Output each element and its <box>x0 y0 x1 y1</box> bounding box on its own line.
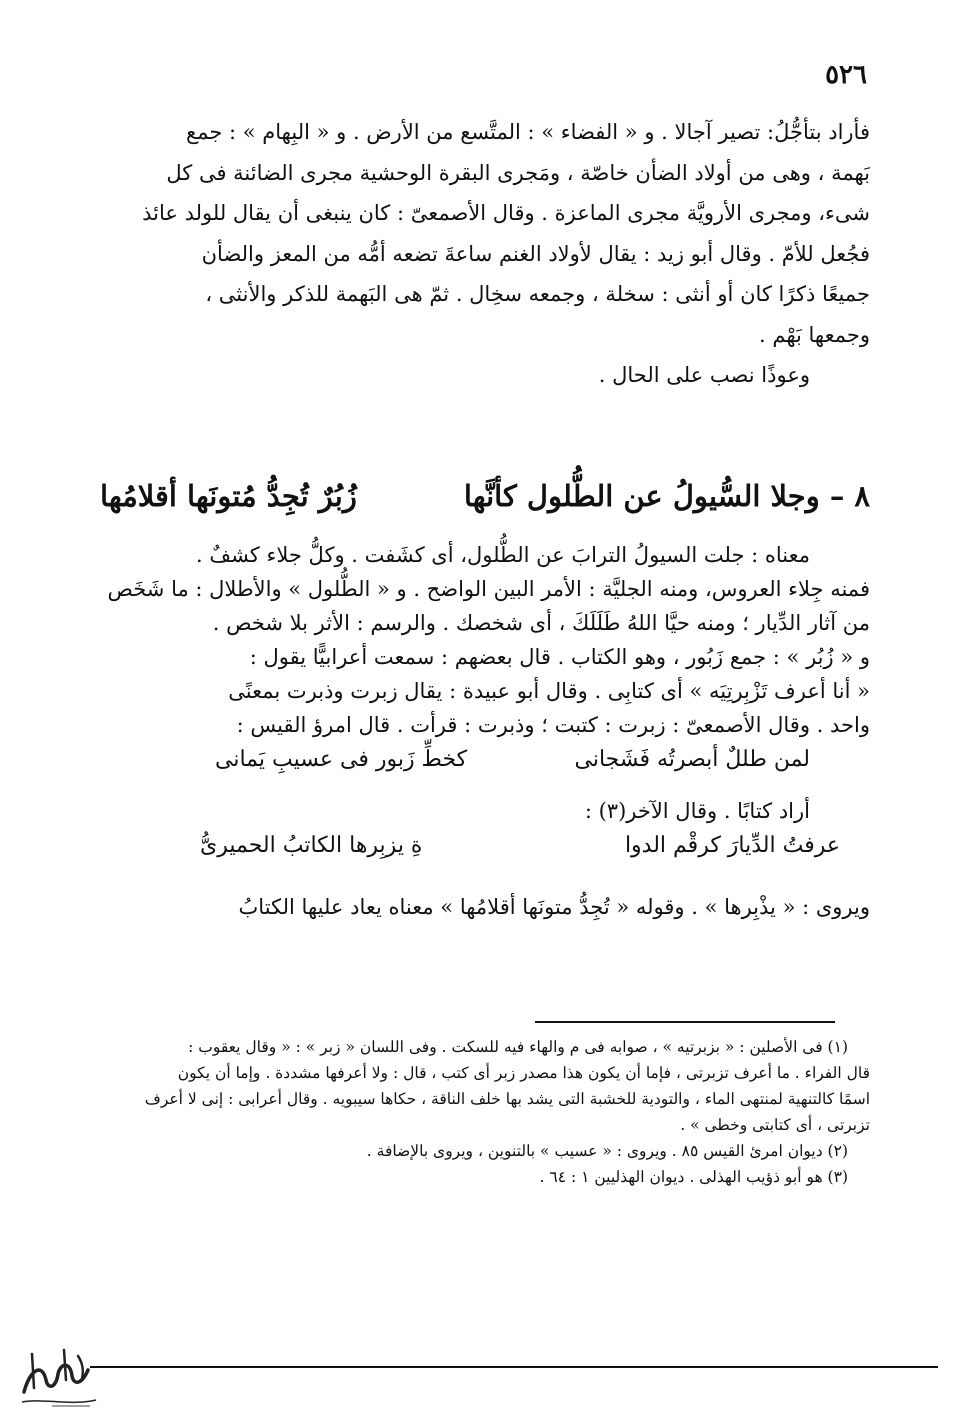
verse-8-second-hemistich: زُبُرٌ تُجِدُّ مُتونَها أقلامُها <box>100 479 357 513</box>
text-line: « أنا أعرف تَزْبِرتِيَه » أى كتابِى . وقال أبو عبيدة : يقال زبرت وذبرت بمعنًى <box>228 679 870 703</box>
library-seal-logo <box>12 1340 104 1412</box>
verse-8-first-hemistich: ٨ – وجلا السُّيولُ عن الطُّلول كأنَّها <box>463 479 870 513</box>
footnote-line: تزبرتى ، أى كتابتى وخطى » . <box>680 1116 870 1134</box>
poem-verse-1 <box>100 742 870 778</box>
bottom-rule <box>90 1366 938 1368</box>
text-line: شىء، ومجرى الأرويَّة مجرى الماعزة . وقال الأصمعىّ : كان ينبغى أن يقال للولد عائذ <box>142 201 870 225</box>
text-line: جميعًا ذكرًا كان أو أنثى : سخلة ، وجمعه سخِال . ثمّ هى البَهمة للذكر والأنثى ، <box>205 282 870 306</box>
footnote-line: (١) فى الأصلين : « بزبرتيه » ، صوابه فى م والهاء فيه للسكت . وفى اللسان « زبر » : « وقال يعقوب : <box>188 1038 848 1056</box>
text-line: فأراد بتأجُّلُ: تصير آجالا . و « الفضاء » : المتَّسع من الأرض . و « البِهام » : جمع <box>186 120 870 144</box>
footnote-separator <box>535 1021 835 1023</box>
verse-8-heading <box>100 466 870 526</box>
footnote-line: قال الفراء . ما أعرف تزبرتى ، فإما أن يكون هذا مصدر زبر أى كتب ، قال : ولا أعرفها مشددة . وإما أن يكون <box>177 1064 870 1082</box>
poem-hemistich: لمن طللٌ أبصرتُه فَشَجانى <box>574 747 810 772</box>
paragraph-1 <box>100 112 870 396</box>
poem-hemistich: كخطِّ زَبور فى عسيبِ يَمانى <box>215 747 468 772</box>
spacer <box>100 864 870 890</box>
text-line: ويروى : « يذْبِرها » . وقوله « تُجِدُّ متونَها أقلامُها » معناه يعاد عليها الكتابُ <box>238 895 870 919</box>
poem-hemistich: عرفتُ الدِّيارَ كرقْم الدوا <box>624 833 840 858</box>
text-line: وعوذًا نصب على الحال . <box>598 363 810 387</box>
text-line: أراد كتابًا . وقال الآخر(٣) : <box>584 799 810 823</box>
text-line: فجُعل للأمّ . وقال أبو زيد : يقال لأولاد الغنم ساعةَ تضعه أمُّه من المعز والضأن <box>201 241 870 266</box>
page-number: ٥٢٦ <box>825 60 867 90</box>
footnote-3: (٣) هو أبو ذؤيب الهذلى . ديوان الهذليين ١ : ٦٤ . <box>539 1168 848 1186</box>
text-line: فمنه جِلاء العروس، ومنه الجليَّة : الأمر البين الواضح . و « الطُّلول » والأطلال : ما شَخَص <box>107 577 870 601</box>
poem-hemistich: ةِ يزبِرها الكاتبُ الحميرىُّ <box>200 833 423 858</box>
verse-8-commentary <box>100 538 870 924</box>
text-line: واحد . وقال الأصمعىّ : زبرت : كتبت ؛ وذبرت : قرأت . قال امرؤ القيس : <box>236 713 870 737</box>
text-line: من آثار الدِّيار ؛ ومنه حيَّا اللهُ طَلَلَكَ ، أى شخصك . والرسم : الأثر بلا شخص . <box>212 611 870 635</box>
text-line: و « زُبُر » : جمع زَبُور ، وهو الكتاب . قال بعضهم : سمعت أعرابيًّا يقول : <box>249 645 870 669</box>
spacer <box>100 778 870 794</box>
text-line: وجمعها بَهْم . <box>759 322 870 347</box>
footnote-2: (٢) ديوان امرئ القيس ٨٥ . ويروى : « عسيب » بالتنوين ، ويروى بالإضافة . <box>366 1142 848 1160</box>
poem-verse-2 <box>100 828 870 864</box>
footnote-line: اسمًا كالتنهية لمنتهى الماء ، والتودية للخشبة التى يشد بها خلف الناقة ، حكاها سيبويه . وقال أعرابى : إنى لا أعرف <box>144 1090 870 1108</box>
text-line: بَهمة ، وهى من أولاد الضأن خاصّة ، ومَجرى البقرة الوحشية مجرى الضائنة فى كل <box>166 160 870 185</box>
footnotes <box>100 1034 870 1190</box>
text-line: معناه : جلت السيولُ الترابَ عن الطُّلول، أى كشَفت . وكلُّ جلاء كشفٌ . <box>195 543 810 567</box>
